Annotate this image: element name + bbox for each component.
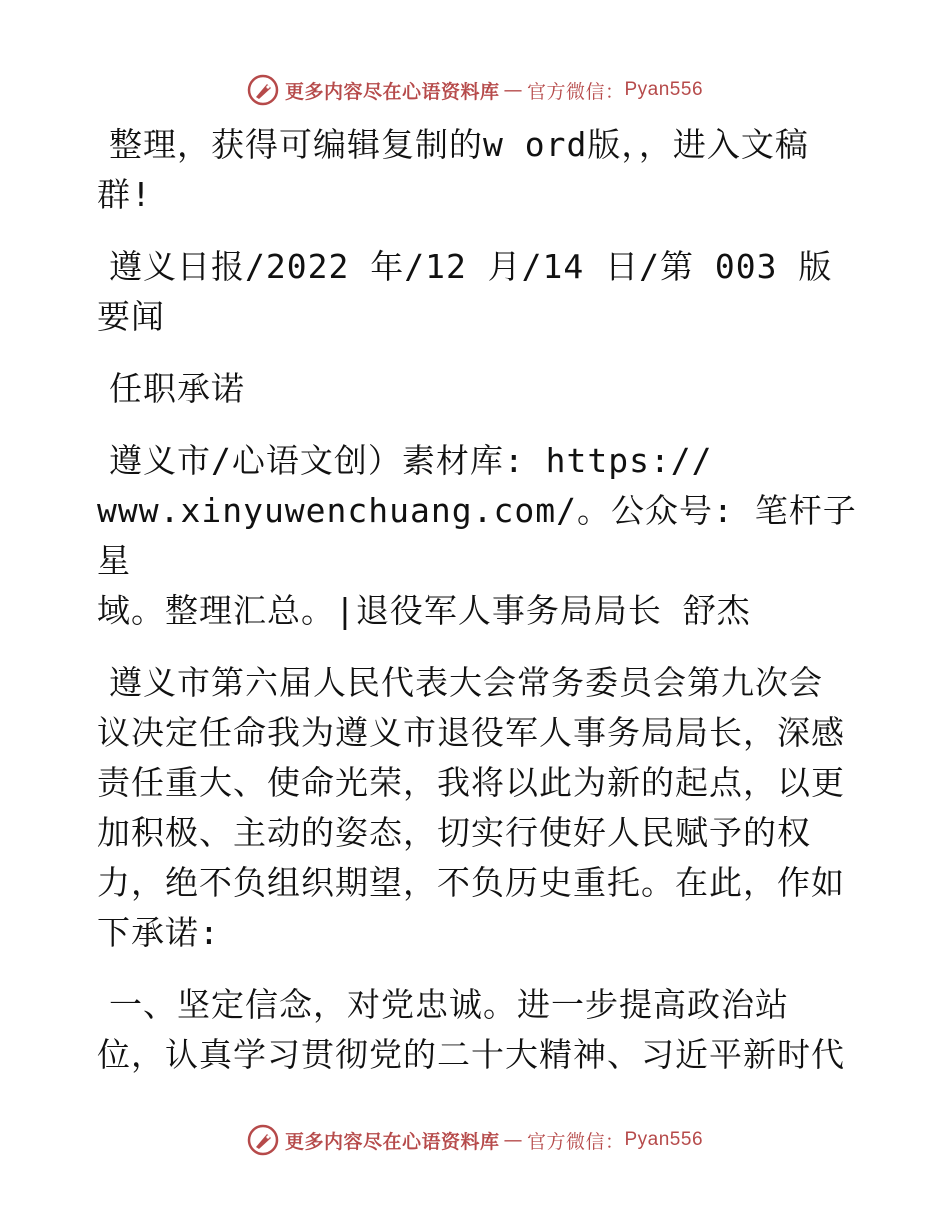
watermark-wechat-label: 官方微信：	[526, 80, 625, 103]
watermark-wechat-label: 官方微信：	[526, 1130, 625, 1153]
text-line: 责任重大、使命光荣，我将以此为新的起点，以更	[97, 763, 845, 802]
paragraph-source	[97, 242, 857, 342]
watermark-text: 更多内容尽在心语资料库	[284, 80, 500, 103]
paragraph-title	[97, 364, 857, 414]
watermark-separator: —	[503, 79, 523, 101]
paragraph-body-1	[97, 658, 857, 958]
paragraph-body-2	[97, 980, 857, 1080]
watermark-separator: —	[503, 1129, 523, 1151]
pen-nib-icon	[247, 1124, 279, 1156]
text-line: 遵义日报/2022 年/12 月/14 日/第 003 版要闻	[97, 247, 833, 336]
text-line: 域。整理汇总。|退役军人事务局局长 舒杰	[97, 591, 751, 630]
header-watermark	[0, 70, 950, 110]
paragraph-intro	[97, 120, 857, 220]
document-body	[97, 120, 857, 1102]
text-line: 遵义市/心语文创）素材库: https://	[109, 441, 713, 480]
text-line: 群!	[97, 175, 152, 214]
page-title: 任职承诺	[109, 369, 245, 408]
text-line: 位，认真学习贯彻党的二十大精神、习近平新时代	[97, 1035, 845, 1074]
pen-nib-icon	[247, 74, 279, 106]
text-line: 遵义市第六届人民代表大会常务委员会第九次会	[109, 663, 823, 702]
paragraph-byline	[97, 436, 857, 636]
watermark-text: 更多内容尽在心语资料库	[284, 1130, 500, 1153]
text-line: www.xinyuwenchuang.com/。公众号: 笔杆子星	[97, 491, 857, 580]
text-line: 力，绝不负组织期望，不负历史重托。在此，作如	[97, 863, 845, 902]
text-line: 整理，获得可编辑复制的w ord版，，进入文稿	[109, 125, 809, 164]
text-line: 下承诺:	[97, 913, 220, 952]
text-line: 加积极、主动的姿态，切实行使好人民赋予的权	[97, 813, 811, 852]
watermark-wechat-id: Pyan556	[624, 1129, 704, 1150]
watermark-wechat-id: Pyan556	[624, 79, 704, 100]
text-line: 一、坚定信念，对党忠诚。进一步提高政治站	[109, 985, 789, 1024]
footer-watermark	[0, 1120, 950, 1160]
text-line: 议决定任命我为遵义市退役军人事务局局长，深感	[97, 713, 845, 752]
